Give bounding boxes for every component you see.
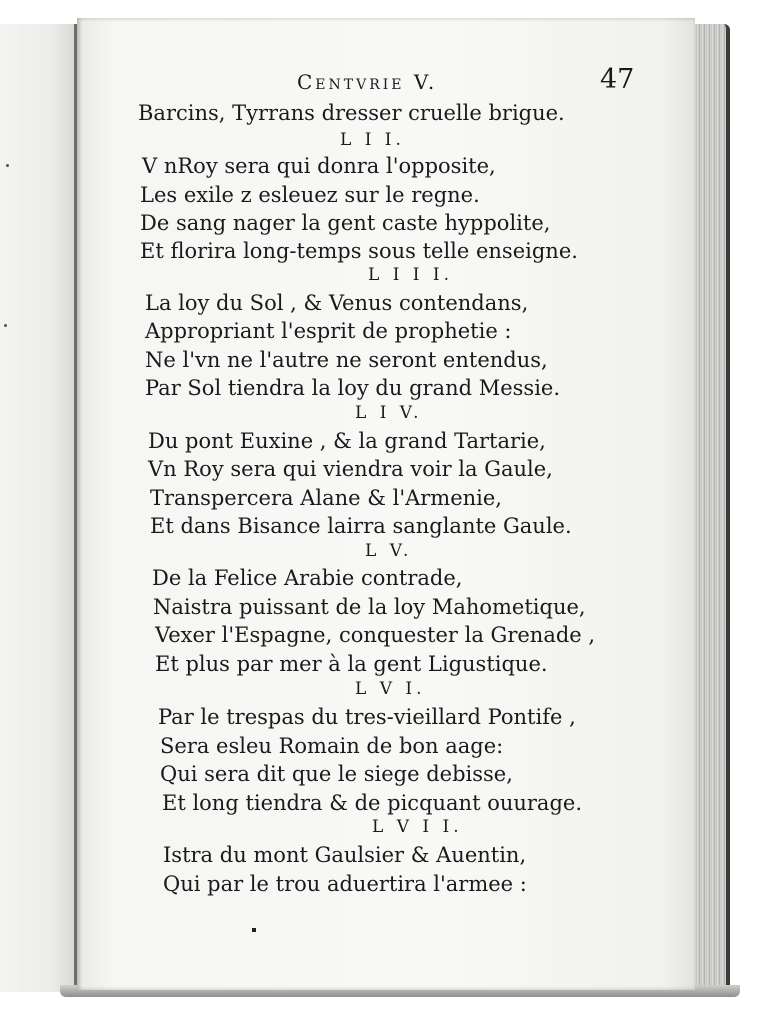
quatrain-number: L V I I. (372, 817, 463, 837)
verse-line: Et florira long-temps sous telle enseigne. (140, 239, 578, 263)
verse-line: Barcins, Tyrrans dresser cruelle brigue. (138, 101, 565, 125)
verse-line: Du pont Euxine , & la grand Tartarie, (148, 429, 546, 453)
verse-line: V nRoy sera qui donra l'opposite, (142, 154, 496, 178)
verse-line: Par le trespas du tres-vieillard Pontife , (158, 705, 576, 729)
ink-mark (6, 164, 9, 167)
verse-line: Les exile z esleuez sur le regne. (140, 183, 480, 207)
verse-line: Par Sol tiendra la loy du grand Messie. (145, 376, 561, 400)
verse-line: Sera esleu Romain de bon aage: (160, 734, 504, 758)
quatrain-number: L I I. (340, 130, 405, 150)
verse-line: Qui sera dit que le siege debisse, (160, 762, 513, 786)
quatrain-number: L I V. (355, 403, 423, 423)
left-page-edge (0, 24, 77, 992)
verse-line: Naistra puissant de la loy Mahometique, (153, 595, 586, 619)
verse-line: Qui par le trou aduertira l'armee : (163, 872, 527, 896)
verse-line: Et dans Bisance lairra sanglante Gaule. (150, 514, 572, 538)
running-head: Centvrie V. (297, 70, 438, 94)
verse-line: Vn Roy sera qui viendra voir la Gaule, (148, 457, 553, 481)
verse-line: De sang nager la gent caste hyppolite, (140, 211, 551, 235)
quatrain-number: L V. (365, 541, 413, 561)
verse-line: Ne l'vn ne l'autre ne seront entendus, (145, 348, 548, 372)
verse-line: De la Felice Arabie contrade, (152, 566, 463, 590)
verse-line: Appropriant l'esprit de prophetie : (145, 319, 512, 343)
ink-mark (4, 324, 7, 327)
ink-speck (252, 928, 256, 932)
verse-line: Et plus par mer à la gent Ligustique. (155, 652, 548, 676)
verse-line: Transpercera Alane & l'Armenie, (150, 486, 502, 510)
verse-line: La loy du Sol , & Venus contendans, (145, 291, 529, 315)
verse-line: Istra du mont Gaulsier & Auentin, (163, 843, 527, 867)
quatrain-number: L I I I. (368, 265, 454, 285)
verse-line: Et long tiendra & de picquant ouurage. (162, 791, 582, 815)
page-number: 47 (600, 64, 635, 95)
quatrain-number: L V I. (355, 679, 426, 699)
verse-line: Vexer l'Espagne, conquester la Grenade , (155, 623, 596, 647)
